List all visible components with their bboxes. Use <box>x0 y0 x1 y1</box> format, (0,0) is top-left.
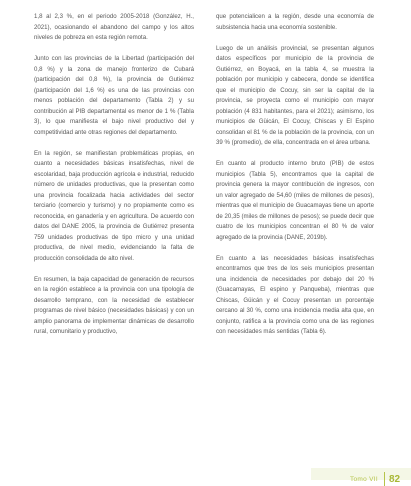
paragraph: En cuanto a las necesidades básicas insatisfechas encontramos que tres de los seis municipios presentan una incidencia de necesidades por debajo del 20 % (Guacamayas, El espino y Panqueba), mientras que Chiscas, Güicán y el Cocuy presentan un porcentaje cercano al 30 %, como una incidencia media alta que, en conjunto, ratifica a la provincia como una de las regiones con necesidades más sentidas (Tabla 6). <box>216 254 374 335</box>
footer-divider <box>384 472 385 486</box>
paragraph: 1,8 al 2,3 %, en el periodo 2005-2018 (González, H., 2021), ocasionando el abandono del campo y los altos niveles de pobreza en esta región remota. <box>34 13 194 41</box>
left-text-column <box>34 12 194 348</box>
paragraph: que potencialicen a la región, desde una economía de subsistencia hacia una economía sostenible. <box>216 13 374 31</box>
paragraph: En cuanto al producto interno bruto (PIB) de estos municipios (Tabla 5), encontramos que la capital de provincia genera la mayor contribución de ingresos, con un valor agregado de 54,60 (miles de millones de pesos), mientras que el municipio de Guacamayas tiene un aporte de 20,35 (miles de millones de pesos); se puede decir que cuatro de los municipios concentran el 80 % de valor agregado de la provincia (DANE, 2019b). <box>216 160 374 241</box>
page-footer <box>350 472 411 486</box>
paragraph: Junto con las provincias de la Libertad (participación del 0,8 %) y la zona de manejo fronterizo de Cubará (participación del 0,8 %), la provincia de Gutiérrez (participación del 1,6 %) es una de las provincias con menos población del departamento (Tabla 2) y su contribución al PIB departamental es menor de 1 % (Tabla 3), lo que manifiesta el bajo nivel productivo del y competitividad ante otras regiones del departamento. <box>34 55 194 136</box>
volume-label: Tomo VII <box>349 475 378 483</box>
paragraph: En resumen, la baja capacidad de generación de recursos en la región establece a la provincia con una tipología de desarrollo temprano, con la necesidad de establecer programas de nivel básico (necesidades básicas) y con un amplio panorama de implementar dinámicas de desarrollo rural, comunitario y productivo, <box>34 275 194 335</box>
paragraph: En la región, se manifiestan problemáticas propias, en cuanto a necesidades básicas insatisfechas, nivel de escolaridad, baja producción agrícola e industrial, reducido número de unidades productivas, que la presentan como una provincia focalizada hacia actividades del sector terciario (comercio y turismo) y no propiamente como es reconocida, en ganadería y en agricultura. De acuerdo con datos del DANE 2005, la provincia de Gutiérrez presenta 759 unidades productivas de tipo micro y una unidad productiva, de nivel medio, evidenciando la falta de producción consolidada de alto nivel. <box>34 149 194 262</box>
paragraph: Luego de un análisis provincial, se presentan algunos datos específicos por municipio de la provincia de Gutiérrez, en Boyacá, en la tabla 4, se muestra la población por municipio y cabecera, donde se identifica que el municipio de Cocuy, sin ser la capital de la provincia, se proyecta como el municipio con mayor población (4 831 habitantes, para el 2021); asimismo, los municipios de Güicán, El Cocuy, Chiscas y El Espino consolidan el 81 % de la población de la provincia, con un 39 % (promedio), de ella, concentrada en el área urbana. <box>216 44 374 146</box>
page-number: 82 <box>389 473 401 485</box>
right-text-column <box>216 12 374 348</box>
